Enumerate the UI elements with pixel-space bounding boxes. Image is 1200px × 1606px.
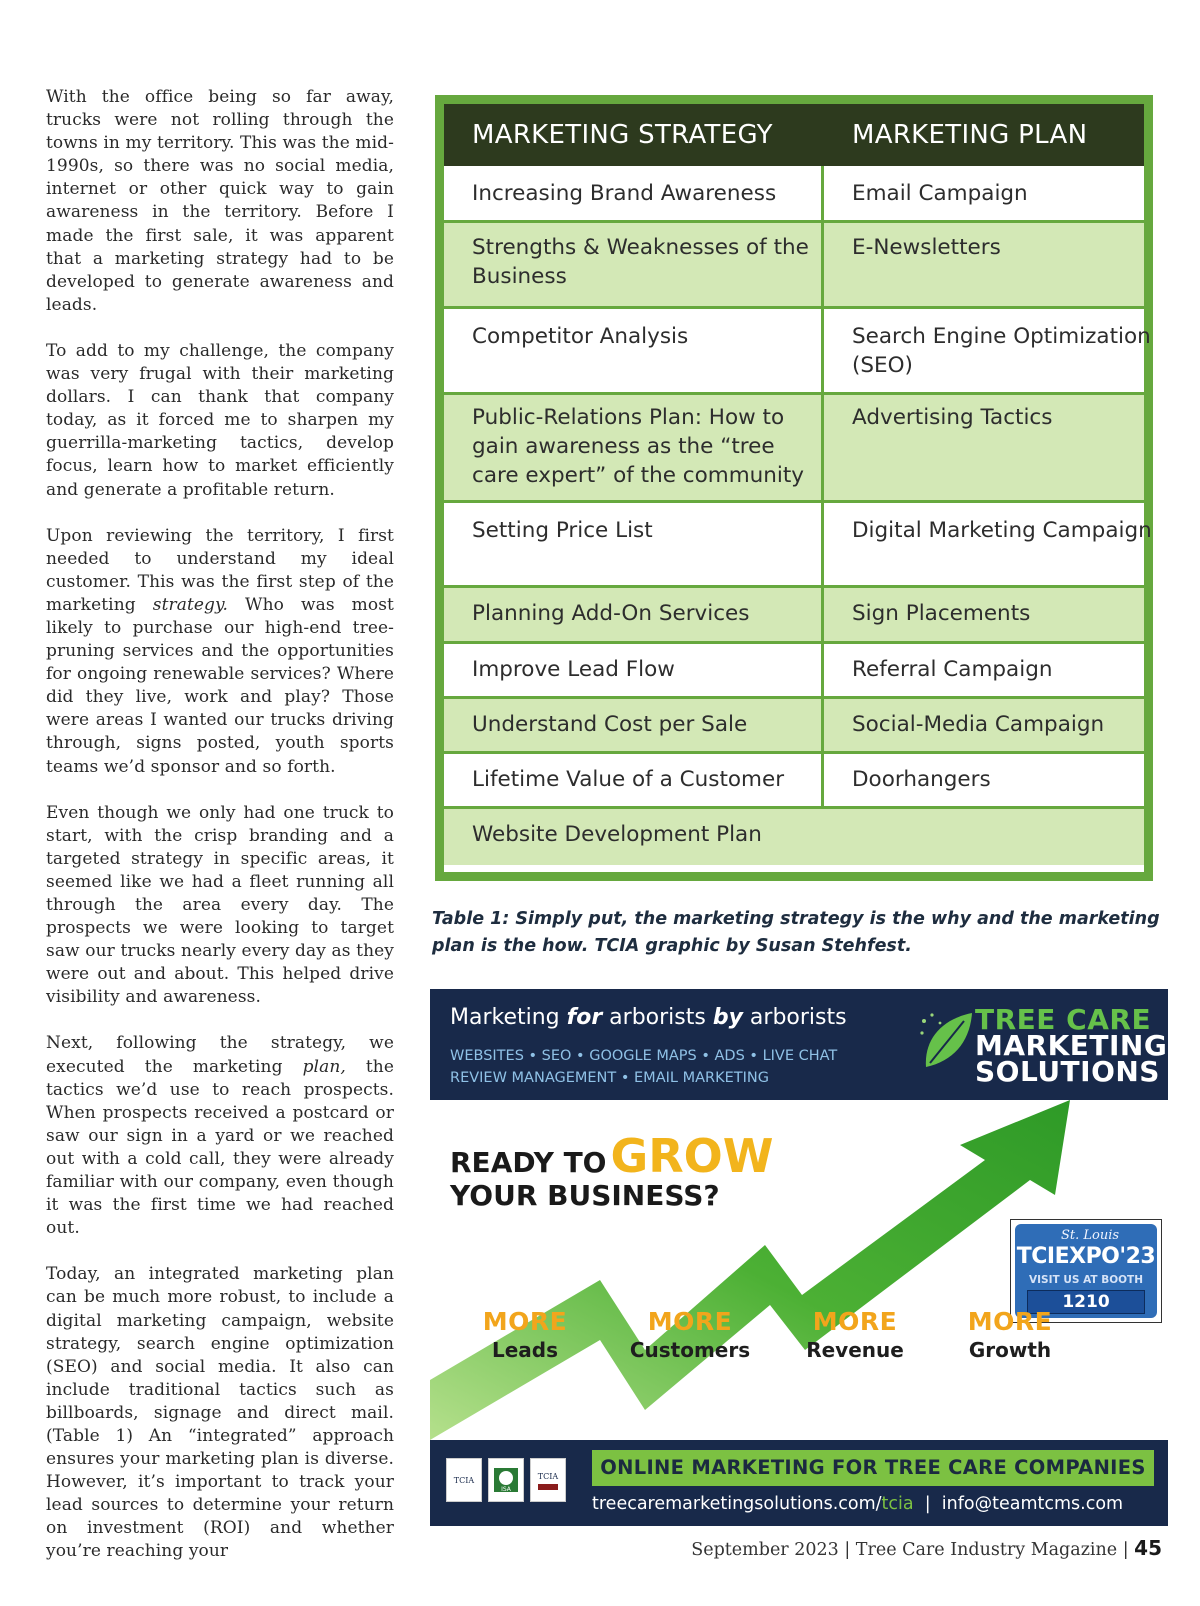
more-label: MORE xyxy=(967,1307,1053,1336)
strategy-cell: Setting Price List xyxy=(472,518,653,543)
more-word: Leads xyxy=(491,1338,559,1362)
plan-cell: E-Newsletters xyxy=(852,235,1001,260)
text-run: treecaremarketingsolutions.com/ xyxy=(592,1494,882,1514)
badge-panel xyxy=(1015,1224,1157,1318)
ad-services xyxy=(450,1045,837,1089)
article-paragraph-6: Today, an integrated marketing plan can be much more robust, to include a digital marketing campaign, website strategy, search engine optimization (SEO) and social media. It also can include traditional tactics such as billboards, signage and direct mail. (Table 1) An “integrated” approach ensures your marketing plan is diverse. However, it’s important to track your lead sources to determine your return on investment (ROI) and whether you’re reaching your xyxy=(46,1264,394,1562)
ad-footer xyxy=(430,1440,1168,1526)
online-marketing-bar: ONLINE MARKETING FOR TREE CARE COMPANIES xyxy=(592,1450,1154,1486)
table-caption: Table 1: Simply put, the marketing strategy is the why and the marketing plan is the how. TCIA graphic by Susan Stehfest. xyxy=(432,909,1160,956)
more-growth xyxy=(935,1307,1085,1362)
text-run: tcia xyxy=(881,1494,914,1514)
strategy-cell: Strengths & Weaknesses of the Business xyxy=(472,235,809,289)
strategy-cell: Website Development Plan xyxy=(472,822,762,847)
badge-script: St. Louis xyxy=(1061,1228,1120,1243)
booth-number: 1210 xyxy=(1027,1290,1145,1314)
article-paragraph-3 xyxy=(46,525,394,779)
table-row xyxy=(444,754,1144,809)
plan-cell: Referral Campaign xyxy=(852,657,1053,682)
more-word: Customers xyxy=(629,1338,751,1362)
more-label: MORE xyxy=(647,1307,733,1336)
ad-contact xyxy=(592,1494,1123,1514)
page-footer xyxy=(691,1536,1162,1560)
isa-seal-icon xyxy=(488,1458,524,1502)
text-run: READY TO xyxy=(450,1146,607,1179)
strategy-cell: Understand Cost per Sale xyxy=(472,712,748,737)
ad-logo xyxy=(975,1003,1168,1088)
website-link[interactable] xyxy=(592,1494,914,1514)
table-header xyxy=(444,104,1144,166)
table-row xyxy=(444,503,1152,588)
table-row xyxy=(444,809,1144,865)
ad-headline xyxy=(450,1129,774,1212)
strategy-cell: Lifetime Value of a Customer xyxy=(472,767,785,792)
page-number: 45 xyxy=(1134,1536,1162,1560)
table-row xyxy=(444,223,1144,309)
ad-header xyxy=(430,989,1168,1100)
article-paragraph-4: Even though we only had one truck to start, with the crisp branding and a targeted strategy in specific areas, it seemed like we had a fleet running all through the area every day. The prospects we were looking to target saw our trucks nearly every day as they were out and about. This helped drive visibility and awareness. xyxy=(46,802,394,1008)
more-word: Revenue xyxy=(806,1338,904,1362)
more-leads xyxy=(450,1307,600,1362)
plan-cell: Social-Media Campaign xyxy=(852,712,1105,737)
logo-line: TREE CARE xyxy=(975,1003,1152,1036)
text-run: the tactics we’d use to reach prospects. When prospects received a postcard or saw our sign in a yard or we reached out with a cold call, they were already familiar with our company, even though it was the first time we had reached out. xyxy=(46,1056,394,1239)
plan-cell: Digital Marketing Campaign xyxy=(852,518,1152,543)
logo-line: SOLUTIONS xyxy=(975,1055,1160,1088)
text-run: by xyxy=(712,1005,743,1030)
seal-label: TCIA xyxy=(537,1472,559,1481)
text-run: Marketing xyxy=(450,1005,567,1030)
text-run: arborists xyxy=(742,1005,847,1030)
ad-tagline xyxy=(450,1005,847,1030)
membership-seals xyxy=(446,1458,566,1502)
plan-cell: Doorhangers xyxy=(852,767,991,792)
emphasis-plan: plan, xyxy=(302,1056,346,1077)
plan-cell: Email Campaign xyxy=(852,181,1028,206)
text-run: for xyxy=(566,1005,603,1030)
table-row xyxy=(444,166,1144,223)
tcia-seal-icon xyxy=(446,1458,482,1502)
emphasis-strategy: strategy. xyxy=(152,594,228,615)
seal-label: ISA xyxy=(501,1486,511,1493)
text-run: arborists xyxy=(602,1005,713,1030)
more-revenue xyxy=(780,1307,930,1362)
marketing-table xyxy=(435,95,1153,881)
table-row xyxy=(444,588,1144,644)
article-paragraph-5 xyxy=(46,1032,394,1240)
plan-cell: Search Engine Optimization (SEO) xyxy=(852,324,1151,378)
text-run: Next, following the strategy, we executed the marketing xyxy=(46,1033,394,1077)
logo-line: MARKETING xyxy=(975,1029,1168,1062)
plan-cell: Sign Placements xyxy=(852,601,1031,626)
table-row xyxy=(444,395,1144,503)
table-row xyxy=(444,644,1144,699)
strategy-cell: Public-Relations Plan: How to gain awareness as the “tree care expert” of the community xyxy=(472,405,805,488)
tcms-advertisement[interactable] xyxy=(430,989,1168,1526)
table-body xyxy=(444,166,1152,865)
seal-label: TCIA xyxy=(453,1476,475,1485)
strategy-cell: Increasing Brand Awareness xyxy=(472,181,777,206)
more-label: MORE xyxy=(482,1307,568,1336)
plan-cell xyxy=(852,809,1152,820)
table-row xyxy=(444,699,1144,754)
contact-separator: | xyxy=(913,1494,942,1514)
text-run: Who was most likely to purchase our high-end tree-pruning services and the opportunities for ongoing renewable services? Where did they live, work and play? Those were areas I wanted our trucks driving through, signs posted, youth sports teams we’d sponsor and so forth. xyxy=(46,594,394,777)
badge-title: TCIEXPO'23 xyxy=(1016,1244,1156,1269)
table-row xyxy=(444,309,1151,395)
header-plan: MARKETING PLAN xyxy=(852,120,1088,150)
footer-text: September 2023 | Tree Care Industry Magazine | xyxy=(691,1540,1135,1560)
strategy-cell: Planning Add-On Services xyxy=(472,601,750,626)
strategy-cell: Improve Lead Flow xyxy=(472,657,675,682)
badge-visit: VISIT US AT BOOTH xyxy=(1029,1274,1143,1286)
more-label: MORE xyxy=(812,1307,898,1336)
more-word: Growth xyxy=(968,1338,1052,1362)
email-link[interactable]: info@teamtcms.com xyxy=(941,1494,1124,1514)
services-line: WEBSITES • SEO • GOOGLE MAPS • ADS • LIVE CHAT xyxy=(450,1048,838,1064)
plan-cell: Advertising Tactics xyxy=(852,405,1053,430)
article-paragraph-2: To add to my challenge, the company was very frugal with their marketing dollars. I can thank that company today, as it forced me to sharpen my guerrilla-marketing tactics, develop focus, learn how to market efficiently and generate a profitable return. xyxy=(46,340,394,500)
header-strategy: MARKETING STRATEGY xyxy=(472,120,773,150)
text-run: Upon reviewing the territory, I first needed to understand my ideal customer. This was the first step of the marketing xyxy=(46,525,394,615)
grow-word: GROW xyxy=(610,1129,774,1183)
tcia-accredited-seal-icon xyxy=(530,1458,566,1502)
headline-line: YOUR BUSINESS? xyxy=(450,1179,720,1212)
article-column xyxy=(46,86,394,1587)
leaf-logo-icon xyxy=(918,1009,976,1073)
headline-line xyxy=(450,1129,774,1183)
services-line: REVIEW MANAGEMENT • EMAIL MARKETING xyxy=(450,1070,769,1086)
strategy-cell: Competitor Analysis xyxy=(472,324,689,349)
more-customers xyxy=(615,1307,765,1362)
article-paragraph-1: With the office being so far away, trucks were not rolling through the towns in my territory. This was the mid-1990s, so there was no social media, internet or other quick way to gain awareness in the territory. Before I made the first sale, it was apparent that a marketing strategy had to be developed to generate awareness and leads. xyxy=(46,87,394,315)
